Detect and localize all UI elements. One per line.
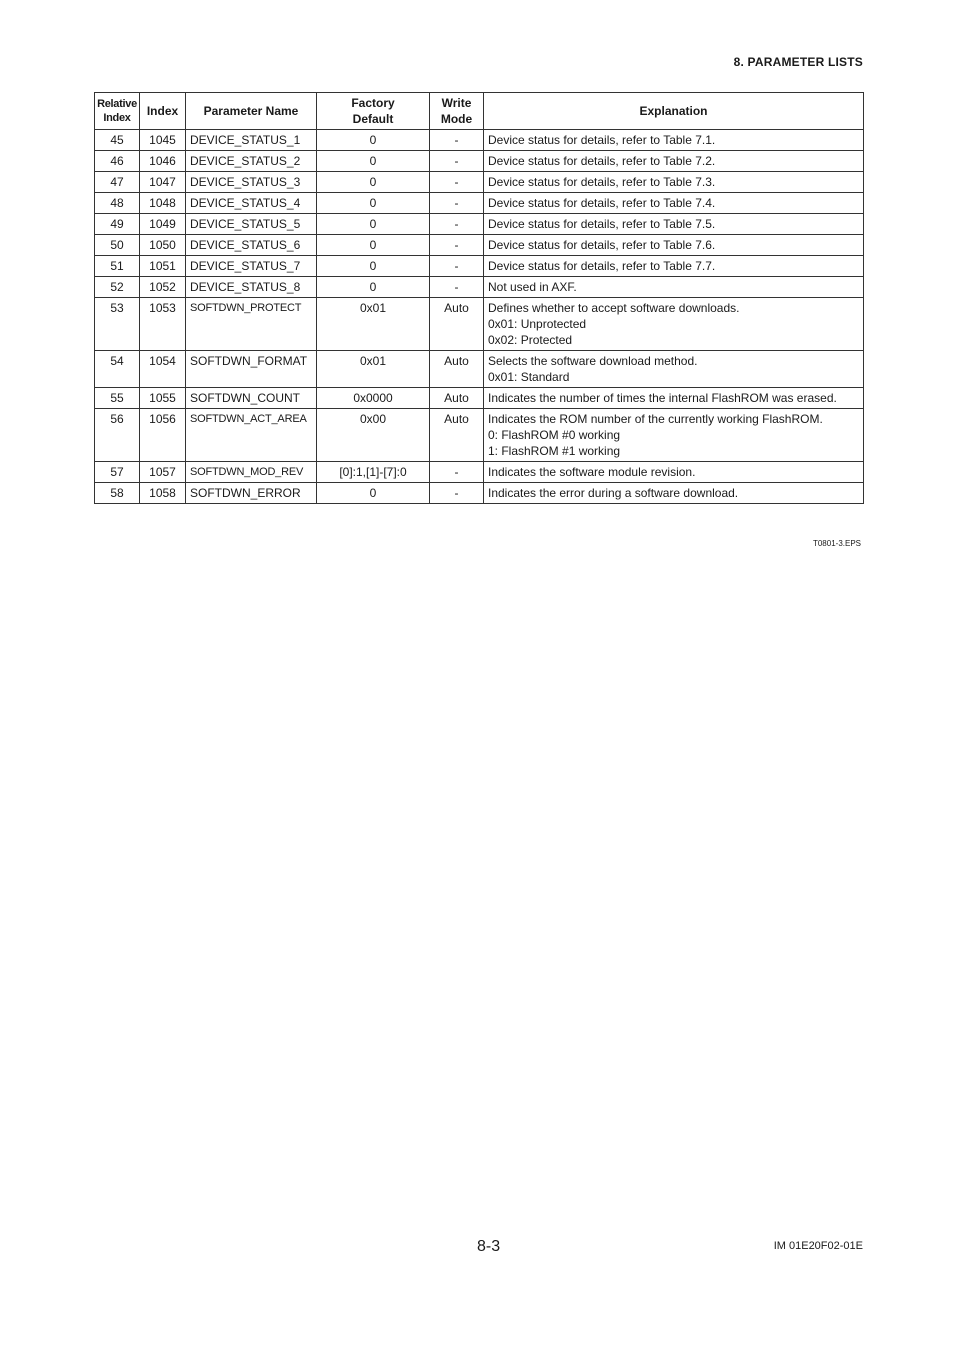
explanation-line: Indicates the number of times the internal FlashROM was erased. (488, 391, 837, 405)
cell-parameter-name: DEVICE_STATUS_6 (186, 235, 317, 256)
table-row (95, 388, 864, 409)
cell-factory-default: 0 (317, 235, 430, 256)
cell-factory-default: 0 (317, 172, 430, 193)
cell-factory-default: 0 (317, 151, 430, 172)
cell-factory-default: 0x01 (317, 298, 430, 351)
cell-relative-index: 57 (95, 462, 140, 483)
table-header-row (95, 93, 864, 130)
cell-parameter-name: DEVICE_STATUS_7 (186, 256, 317, 277)
cell-index: 1050 (140, 235, 186, 256)
cell-write-mode: Auto (430, 409, 484, 462)
cell-relative-index: 48 (95, 193, 140, 214)
cell-explanation (484, 256, 864, 277)
cell-index: 1045 (140, 130, 186, 151)
cell-index: 1046 (140, 151, 186, 172)
cell-relative-index: 45 (95, 130, 140, 151)
column-header-line: Write (441, 96, 472, 110)
explanation-line: Device status for details, refer to Table 7.7. (488, 259, 716, 273)
column-header-line: Mode (440, 112, 473, 126)
cell-explanation (484, 235, 864, 256)
cell-explanation (484, 193, 864, 214)
explanation-line: Indicates the ROM number of the currently working FlashROM. (488, 412, 823, 426)
cell-relative-index: 55 (95, 388, 140, 409)
explanation-line: 0: FlashROM #0 working (488, 428, 621, 442)
explanation-line: 1: FlashROM #1 working (488, 444, 621, 458)
table-row (95, 151, 864, 172)
table-row (95, 462, 864, 483)
cell-factory-default: 0x00 (317, 409, 430, 462)
cell-parameter-name: DEVICE_STATUS_3 (186, 172, 317, 193)
column-header-write-mode (430, 93, 484, 130)
column-header-line: Default (352, 112, 394, 126)
cell-write-mode: - (430, 130, 484, 151)
cell-explanation (484, 130, 864, 151)
column-header-parameter-name: Parameter Name (186, 93, 317, 130)
cell-relative-index: 47 (95, 172, 140, 193)
explanation-line: Not used in AXF. (488, 280, 577, 294)
cell-write-mode: - (430, 256, 484, 277)
column-header-index: Index (140, 93, 186, 130)
cell-parameter-name: SOFTDWN_ACT_AREA (186, 409, 317, 462)
table-row (95, 298, 864, 351)
cell-write-mode: - (430, 151, 484, 172)
cell-parameter-name: SOFTDWN_MOD_REV (186, 462, 317, 483)
cell-relative-index: 53 (95, 298, 140, 351)
explanation-line: 0x01: Standard (488, 370, 570, 384)
cell-write-mode: Auto (430, 351, 484, 388)
cell-factory-default: 0x01 (317, 351, 430, 388)
explanation-line: Device status for details, refer to Table 7.3. (488, 175, 716, 189)
explanation-line: Indicates the software module revision. (488, 465, 696, 479)
cell-parameter-name: DEVICE_STATUS_4 (186, 193, 317, 214)
cell-index: 1051 (140, 256, 186, 277)
column-header-factory-default (317, 93, 430, 130)
table-body (95, 130, 864, 504)
cell-parameter-name: SOFTDWN_COUNT (186, 388, 317, 409)
cell-factory-default: 0 (317, 256, 430, 277)
table-row (95, 172, 864, 193)
cell-factory-default: 0x0000 (317, 388, 430, 409)
table-row (95, 256, 864, 277)
table-row (95, 130, 864, 151)
cell-write-mode: - (430, 193, 484, 214)
cell-relative-index: 52 (95, 277, 140, 298)
cell-relative-index: 58 (95, 483, 140, 504)
explanation-line: Device status for details, refer to Table 7.1. (488, 133, 716, 147)
cell-explanation (484, 483, 864, 504)
document-id: IM 01E20F02-01E (773, 1240, 863, 1252)
cell-write-mode: - (430, 462, 484, 483)
cell-factory-default: 0 (317, 214, 430, 235)
cell-factory-default: 0 (317, 130, 430, 151)
cell-factory-default: 0 (317, 483, 430, 504)
cell-write-mode: - (430, 214, 484, 235)
table-row (95, 193, 864, 214)
cell-index: 1054 (140, 351, 186, 388)
cell-index: 1056 (140, 409, 186, 462)
cell-parameter-name: DEVICE_STATUS_1 (186, 130, 317, 151)
cell-explanation (484, 409, 864, 462)
parameter-table (94, 92, 864, 504)
explanation-line: Defines whether to accept software downloads. (488, 301, 740, 315)
explanation-line: Device status for details, refer to Table 7.4. (488, 196, 716, 210)
cell-index: 1055 (140, 388, 186, 409)
table-row (95, 351, 864, 388)
cell-index: 1048 (140, 193, 186, 214)
column-header-relative-index (95, 93, 140, 130)
explanation-line: Device status for details, refer to Table 7.6. (488, 238, 716, 252)
table-row (95, 483, 864, 504)
cell-index: 1053 (140, 298, 186, 351)
explanation-line: Device status for details, refer to Table 7.2. (488, 154, 716, 168)
cell-parameter-name: DEVICE_STATUS_2 (186, 151, 317, 172)
cell-relative-index: 54 (95, 351, 140, 388)
column-header-line: Factory (351, 96, 395, 110)
cell-index: 1058 (140, 483, 186, 504)
column-header-explanation: Explanation (484, 93, 864, 130)
column-header-line: Relative (97, 98, 137, 110)
column-header-line: Index (103, 112, 131, 124)
explanation-line: 0x01: Unprotected (488, 317, 587, 331)
cell-relative-index: 51 (95, 256, 140, 277)
page-number: 8-3 (477, 1238, 501, 1255)
explanation-line: Indicates the error during a software download. (488, 486, 739, 500)
explanation-line: Selects the software download method. (488, 354, 698, 368)
table-row (95, 214, 864, 235)
section-header: 8. PARAMETER LISTS (733, 55, 863, 69)
cell-write-mode: Auto (430, 298, 484, 351)
cell-explanation (484, 462, 864, 483)
cell-explanation (484, 298, 864, 351)
cell-relative-index: 46 (95, 151, 140, 172)
cell-explanation (484, 277, 864, 298)
table-row (95, 235, 864, 256)
table-row (95, 277, 864, 298)
cell-explanation (484, 388, 864, 409)
cell-index: 1052 (140, 277, 186, 298)
cell-relative-index: 49 (95, 214, 140, 235)
cell-factory-default: [0]:1,[1]-[7]:0 (317, 462, 430, 483)
cell-explanation (484, 214, 864, 235)
cell-parameter-name: DEVICE_STATUS_8 (186, 277, 317, 298)
cell-index: 1057 (140, 462, 186, 483)
cell-index: 1049 (140, 214, 186, 235)
cell-parameter-name: SOFTDWN_FORMAT (186, 351, 317, 388)
cell-index: 1047 (140, 172, 186, 193)
cell-relative-index: 50 (95, 235, 140, 256)
explanation-line: Device status for details, refer to Table 7.5. (488, 217, 716, 231)
cell-write-mode: - (430, 235, 484, 256)
cell-parameter-name: DEVICE_STATUS_5 (186, 214, 317, 235)
cell-parameter-name: SOFTDWN_PROTECT (186, 298, 317, 351)
table-row (95, 409, 864, 462)
cell-write-mode: - (430, 277, 484, 298)
cell-factory-default: 0 (317, 193, 430, 214)
cell-relative-index: 56 (95, 409, 140, 462)
cell-explanation (484, 151, 864, 172)
cell-parameter-name: SOFTDWN_ERROR (186, 483, 317, 504)
cell-explanation (484, 351, 864, 388)
cell-write-mode: Auto (430, 388, 484, 409)
cell-write-mode: - (430, 172, 484, 193)
cell-factory-default: 0 (317, 277, 430, 298)
eps-reference: T0801-3.EPS (812, 539, 861, 548)
cell-write-mode: - (430, 483, 484, 504)
cell-explanation (484, 172, 864, 193)
explanation-line: 0x02: Protected (488, 333, 573, 347)
